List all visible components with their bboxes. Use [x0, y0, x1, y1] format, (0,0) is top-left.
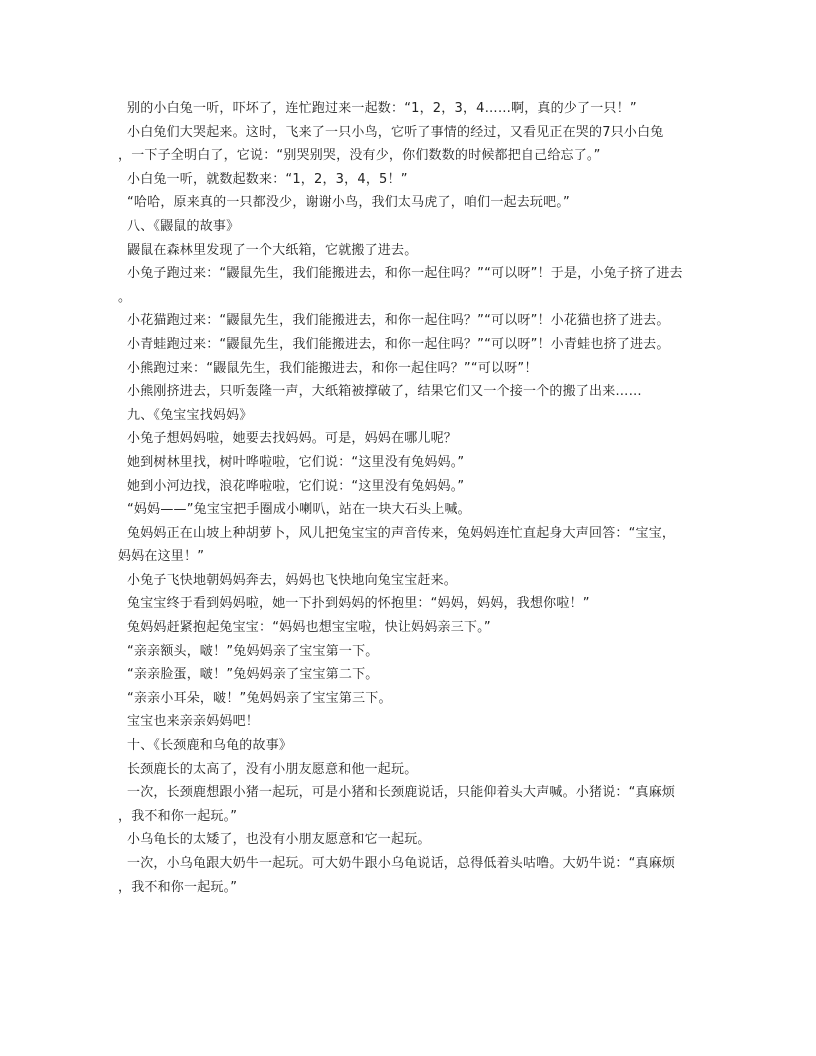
text-line: 她到树林里找，树叶哗啦啦，它们说：“这里没有兔妈妈。” [127, 454, 465, 470]
text-line: 宝宝也来亲亲妈妈吧！ [127, 714, 260, 730]
text-line: 长颈鹿长的太高了，没有小朋友愿意和他一起玩。 [127, 761, 418, 777]
section-heading: 九、《兔宝宝找妈妈》 [127, 407, 253, 423]
section-heading: 八、《鼹鼠的故事》 [127, 218, 240, 234]
text-line: ，一下子全明白了，它说：“别哭别哭，没有少，你们数数的时候都把自己给忘了。” [118, 148, 601, 164]
text-line: 一次，小乌龟跟大奶牛一起玩。可大奶牛跟小乌龟说话，总得低着头咕噜。大奶牛说：“真麻烦 [127, 856, 676, 871]
text-line: 她到小河边找，浪花哗啦啦，它们说：“这里没有兔妈妈。” [127, 478, 465, 494]
text-line: “亲亲额头，啵！”兔妈妈亲了宝宝第一下。 [127, 643, 379, 659]
text-line: “亲亲脸蛋，啵！”兔妈妈亲了宝宝第二下。 [127, 667, 379, 683]
text-line: 。 [118, 289, 132, 305]
text-line: 小乌龟长的太矮了，也没有小朋友愿意和它一起玩。 [127, 832, 431, 848]
text-line: 小白兔们大哭起来。这时，飞来了一只小鸟，它听了事情的经过，又看见正在哭的7只小白兔 [127, 124, 664, 140]
text-line: 一次，长颈鹿想跟小猪一起玩，可是小猪和长颈鹿说话，只能仰着头大声喊。小猪说：“真麻烦 [127, 785, 676, 801]
text-line: 兔妈妈正在山坡上种胡萝卜，风儿把兔宝宝的声音传来，兔妈妈连忙直起身大声回答：“宝宝， [127, 525, 676, 541]
section-heading: 十、《长颈鹿和乌龟的故事》 [127, 738, 293, 754]
text-line: “亲亲小耳朵，啵！”兔妈妈亲了宝宝第三下。 [127, 690, 392, 706]
text-line: 小花猫跑过来：“鼹鼠先生，我们能搬进去，和你一起住吗？”“可以呀”！小花猫也挤了进去。 [127, 313, 670, 329]
text-line: 妈妈在这里！” [118, 549, 205, 565]
text-line: 小青蛙跑过来：“鼹鼠先生，我们能搬进去，和你一起住吗？”“可以呀”！小青蛙也挤了进去。 [127, 336, 670, 352]
text-line: 小兔子想妈妈啦，她要去找妈妈。可是，妈妈在哪儿呢？ [127, 431, 458, 447]
document-body [118, 97, 693, 899]
text-line: 鼹鼠在森林里发现了一个大纸箱，它就搬了进去。 [127, 242, 418, 258]
text-line: 小兔子飞快地朝妈妈奔去，妈妈也飞快地向兔宝宝赶来。 [127, 572, 458, 588]
text-line: 小兔子跑过来：“鼹鼠先生，我们能搬进去，和你一起住吗？”“可以呀”！于是，小兔子挤了进去 [127, 266, 683, 282]
text-line: ，我不和你一起玩。” [118, 808, 238, 824]
text-line: 小熊跑过来：“鼹鼠先生，我们能搬进去，和你一起住吗？”“可以呀”！ [127, 360, 538, 376]
text-line: 小熊刚挤进去，只听轰隆一声，大纸箱被撑破了，结果它们又一个接一个的搬了出来…… [127, 384, 642, 400]
text-line: “哈哈，原来真的一只都没少，谢谢小鸟，我们太马虎了，咱们一起去玩吧。” [127, 195, 570, 211]
text-line: “妈妈——”兔宝宝把手圈成小喇叭，站在一块大石头上喊。 [127, 502, 471, 518]
text-line: 兔宝宝终于看到妈妈啦，她一下扑到妈妈的怀抱里：“妈妈，妈妈，我想你啦！” [127, 596, 590, 612]
text-line: 别的小白兔一听，吓坏了，连忙跑过来一起数：“1，2，3，4……啊，真的少了一只！” [127, 101, 637, 116]
text-line: ，我不和你一起玩。” [118, 879, 238, 895]
text-line: 小白兔一听，就数起数来：“1，2，3，4，5！” [127, 171, 408, 187]
text-line: 兔妈妈赶紧抱起兔宝宝：“妈妈也想宝宝啦，快让妈妈亲三下。” [127, 620, 491, 636]
